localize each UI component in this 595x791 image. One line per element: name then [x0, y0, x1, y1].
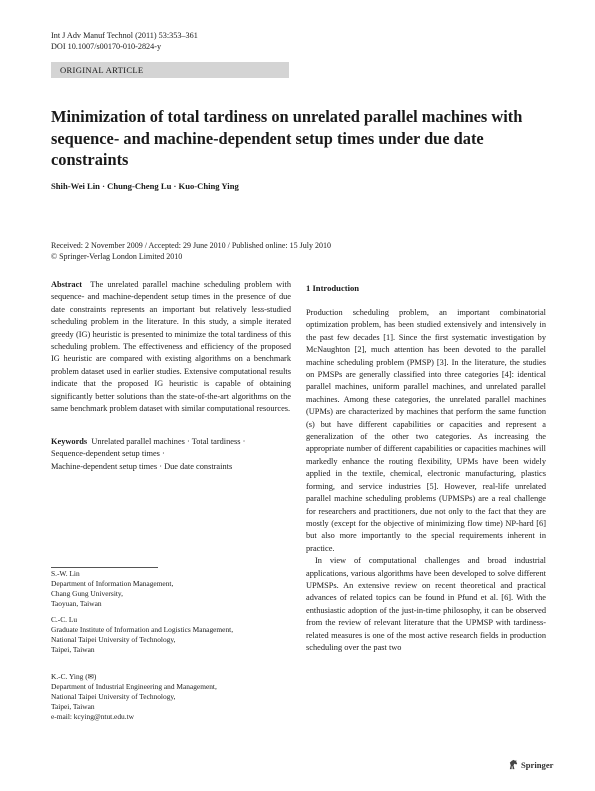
affiliation-line: National Taipei University of Technology,	[51, 635, 176, 644]
introduction-body	[306, 307, 546, 654]
keywords	[51, 436, 291, 473]
author-list: Shih-Wei Lin · Chung-Cheng Lu · Kuo-Ching Ying	[51, 181, 239, 191]
keywords-line-1: Unrelated parallel machines · Total tardiness ·	[91, 437, 246, 446]
footnote-divider	[51, 567, 158, 568]
received-accepted-line: Received: 2 November 2009 / Accepted: 29 June 2010 / Published online: 15 July 2010	[51, 241, 331, 250]
journal-citation: Int J Adv Manuf Technol (2011) 53:353–361	[51, 31, 198, 40]
publisher-name: Springer	[521, 760, 554, 770]
doi: DOI 10.1007/s00170-010-2824-y	[51, 42, 162, 51]
intro-paragraph-1: Production scheduling problem, an important combinatorial optimization problem, has been studied extensively and intensively in the past few decades [1]. Since the first systematic investigation by McNaughton [2], much attention has been devoted to the parallel machine scheduling problem (PMSP) [3]. In the literature, the studies on PMSPs are generally classified into three categories [4]: identical parallel machines, uniform parallel machines, and unrelated parallel machines. Among these categories, the unrelated parallel machines (UPMs) are characterized by machines that perform the same function (s) but have different capabilities or capacities and represent a generalization of the other two categories. As increasing the appropriate number of different capabilities or capacities machines will markedly enhance the routing flexibility, UPMs have been widely applied in the textile, chemical, electronic manufacturing, plastics forming, and service industries [5]. However, real-life unrelated parallel machine scheduling problems (UPMSPs) are a real challenge for researchers and practitioners, due not only to the fact that they are mostly (except for the objective of minimizing flow time) NP-hard [6] but also more importantly to the special requirements inherent in practice.	[306, 308, 546, 553]
affiliation-line: Taoyuan, Taiwan	[51, 599, 102, 608]
affiliation-name: C.-C. Lu	[51, 615, 78, 624]
affiliation-ying	[51, 672, 291, 722]
affiliation-name: K.-C. Ying (✉)	[51, 672, 97, 681]
affiliation-line: Taipei, Taiwan	[51, 702, 95, 711]
email-link[interactable]: e-mail: kcying@ntut.edu.tw	[51, 712, 134, 721]
article-type-badge: ORIGINAL ARTICLE	[51, 62, 289, 78]
abstract-label: Abstract	[51, 280, 83, 289]
affiliation-line: Chang Gung University,	[51, 589, 123, 598]
affiliation-lu	[51, 615, 291, 655]
affiliation-name: S.-W. Lin	[51, 569, 80, 578]
journal-meta	[51, 30, 198, 52]
intro-paragraph-2: In view of computational challenges and broad industrial applications, various algorithms have been developed to solve different UPMSPs. An extensive review on recent theoretical and practical advances of related topics can be found in Pfund et al. [6]. With the enthusiastic adoption of the just-in-time philosophy, it can be observed from the review of relevant literature that the UPMSP with tardiness-related measures is one of the most active research fields in production scheduling over the past two	[306, 556, 546, 652]
keywords-line-3: Machine-dependent setup times · Due date constraints	[51, 461, 233, 471]
affiliation-lin	[51, 569, 291, 609]
keywords-label: Keywords	[51, 437, 88, 446]
section-heading: 1 Introduction	[306, 283, 360, 293]
copyright-line: © Springer-Verlag London Limited 2010	[51, 252, 183, 261]
keywords-line-2: Sequence-dependent setup times ·	[51, 449, 165, 459]
publisher-logo	[508, 759, 553, 770]
abstract	[51, 279, 291, 415]
paper-title: Minimization of total tardiness on unrelated parallel machines with sequence- and machine-dependent setup times under due date constraints	[51, 107, 523, 169]
affiliation-line: Graduate Institute of Information and Logistics Management,	[51, 625, 234, 634]
affiliation-line: Taipei, Taiwan	[51, 645, 95, 654]
abstract-text: The unrelated parallel machine scheduling problem with sequence- and machine-dependent setup times in the presence of due date constraints represents an important but relatively less-studied scheduling problem in the literature. In this study, a simple iterated greedy (IG) heuristic is presented to minimize the total tardiness of this scheduling problem. The effectiveness and efficiency of the proposed IG heuristic are compared with existing algorithms on a benchmark problem dataset used in earlier studies. Extensive computational results indicate that the proposed IG heuristic is capable of obtaining significantly better solutions than the state-of-the-art algorithms on the same benchmark problem dataset with similar computational resources.	[51, 280, 291, 414]
springer-horse-icon	[508, 759, 519, 770]
affiliation-line: Department of Industrial Engineering and Management,	[51, 682, 217, 691]
affiliation-line: National Taipei University of Technology,	[51, 692, 176, 701]
affiliation-line: Department of Information Management,	[51, 579, 174, 588]
publication-dates	[51, 240, 331, 262]
